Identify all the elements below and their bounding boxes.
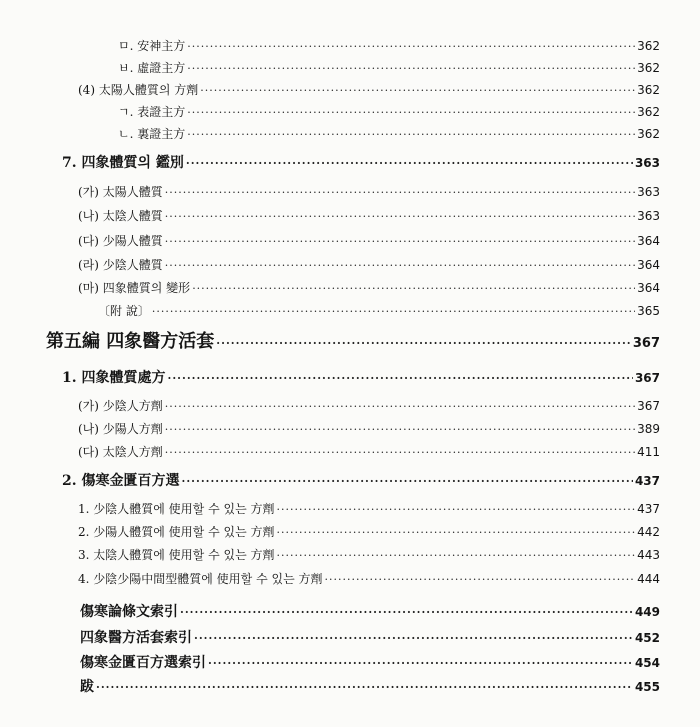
toc-entry-appendix <box>98 305 660 317</box>
dot-leader <box>165 236 635 247</box>
toc-label: 第五編 四象醫方活套 <box>46 331 215 352</box>
toc-entry-soyang-use <box>78 526 660 538</box>
dot-leader <box>165 211 635 222</box>
toc-label: 傷寒金匱百方選索引 <box>80 655 206 671</box>
dot-leader <box>200 85 635 96</box>
dot-leader <box>96 682 633 693</box>
toc-label: 1. 少陰人體質에 使用할 수 있는 方劑 <box>78 502 275 516</box>
toc-section-2 <box>62 474 660 488</box>
toc-label: ㄱ. 表證主方 <box>118 105 186 119</box>
toc-page-number: 364 <box>637 234 660 248</box>
dot-leader <box>324 574 635 585</box>
toc-entry-soyang-prescriptions <box>78 423 660 435</box>
toc-page-number: 437 <box>634 474 660 488</box>
dot-leader <box>165 424 635 435</box>
toc-label: (라) 少陰人體質 <box>78 258 163 272</box>
toc-page-number: 411 <box>637 445 660 459</box>
toc-page-number: 362 <box>637 83 660 97</box>
toc-entry-ra <box>78 259 660 271</box>
toc-page-number: 367 <box>632 336 660 351</box>
toc-label: ㄴ. 裏證主方 <box>118 127 186 141</box>
dot-leader <box>180 607 633 618</box>
toc-label: (나) 少陽人方劑 <box>78 422 163 436</box>
toc-page-number: 455 <box>634 680 660 694</box>
toc-page-number: 389 <box>637 422 660 436</box>
toc-page-number: 364 <box>637 258 660 272</box>
toc-index-jinkui <box>80 656 660 670</box>
toc-label: 傷寒論條文索引 <box>80 604 178 620</box>
toc-label: (마) 四象體質의 變形 <box>78 281 191 295</box>
dot-leader <box>276 527 635 538</box>
toc-entry-da <box>78 235 660 247</box>
toc-page-number: 452 <box>634 631 660 645</box>
toc-page-number: 444 <box>637 572 660 586</box>
toc-page-number: 454 <box>634 656 660 670</box>
dot-leader <box>187 63 635 74</box>
toc-label: ㅂ. 虛證主方 <box>118 61 186 75</box>
toc-entry-ijeung <box>118 128 660 140</box>
dot-leader <box>194 633 633 644</box>
toc-page-number: 363 <box>637 185 660 199</box>
dot-leader <box>192 283 635 294</box>
dot-leader <box>165 447 635 458</box>
dot-leader <box>152 306 635 317</box>
dot-leader <box>182 476 633 487</box>
dot-leader <box>276 504 635 515</box>
toc-label: (나) 太陰人體質 <box>78 209 163 223</box>
toc-page-number: 437 <box>637 502 660 516</box>
dot-leader <box>186 158 633 169</box>
toc-section-7 <box>62 156 660 170</box>
toc-page-number: 363 <box>637 209 660 223</box>
toc-entry-taeeum-use <box>78 549 660 561</box>
toc-entry-na <box>78 210 660 222</box>
toc-entry-anshin <box>118 40 660 52</box>
dot-leader <box>187 107 635 118</box>
toc-entry-heojeung <box>118 62 660 74</box>
toc-page-number: 362 <box>637 127 660 141</box>
toc-entry-ga <box>78 186 660 198</box>
toc-page-number: 367 <box>637 399 660 413</box>
toc-index-shanghan <box>80 605 660 619</box>
toc-entry-soeum-use <box>78 503 660 515</box>
toc-page-number: 449 <box>634 605 660 619</box>
dot-leader <box>276 550 635 561</box>
toc-label: 3. 太陰人體質에 使用할 수 있는 方劑 <box>78 548 275 562</box>
dot-leader <box>187 41 635 52</box>
toc-page-number: 362 <box>637 105 660 119</box>
toc-entry-intermediate-use <box>78 573 660 585</box>
toc-index-sasang <box>80 631 660 645</box>
toc-label: ㅁ. 安神主方 <box>118 39 186 53</box>
toc-entry-soeum-prescriptions <box>78 400 660 412</box>
dot-leader <box>216 338 631 349</box>
toc-label: (다) 少陽人體質 <box>78 234 163 248</box>
toc-label: (가) 太陽人體質 <box>78 185 163 199</box>
dot-leader <box>165 260 635 271</box>
toc-page-number: 362 <box>637 39 660 53</box>
toc-label: 〔附 說〕 <box>98 304 150 318</box>
toc-page-number: 443 <box>637 548 660 562</box>
toc-page-number: 442 <box>637 525 660 539</box>
toc-label: 1. 四象體質處方 <box>62 370 166 386</box>
toc-label: 四象醫方活套索引 <box>80 630 192 646</box>
dot-leader <box>168 373 633 384</box>
toc-page-number: 363 <box>634 156 660 170</box>
toc-section-1 <box>62 371 660 385</box>
toc-entry-taeeum-prescriptions <box>78 446 660 458</box>
toc-part-5 <box>46 333 660 351</box>
toc-afterword <box>80 680 660 694</box>
toc-entry-pyojeung <box>118 106 660 118</box>
dot-leader <box>187 129 635 140</box>
toc-page-number: 365 <box>637 304 660 318</box>
toc-label: (가) 少陰人方劑 <box>78 399 163 413</box>
toc-page-number: 367 <box>634 371 660 385</box>
toc-label: 2. 少陽人體質에 使用할 수 있는 方劑 <box>78 525 275 539</box>
toc-label: (4) 太陽人體質의 方劑 <box>78 83 199 97</box>
toc-entry-taeyang-method <box>78 84 660 96</box>
toc-label: (다) 太陰人方劑 <box>78 445 163 459</box>
toc-page-number: 362 <box>637 61 660 75</box>
toc-label: 跋 <box>80 679 94 695</box>
toc-entry-ma <box>78 282 660 294</box>
toc-page-number: 364 <box>637 281 660 295</box>
toc-label: 4. 少陰少陽中間型體質에 使用할 수 있는 方劑 <box>78 572 323 586</box>
dot-leader <box>165 187 635 198</box>
dot-leader <box>165 401 635 412</box>
toc-label: 2. 傷寒金匱百方選 <box>62 473 180 489</box>
toc-label: 7. 四象體質의 鑑別 <box>62 155 184 171</box>
dot-leader <box>208 658 633 669</box>
